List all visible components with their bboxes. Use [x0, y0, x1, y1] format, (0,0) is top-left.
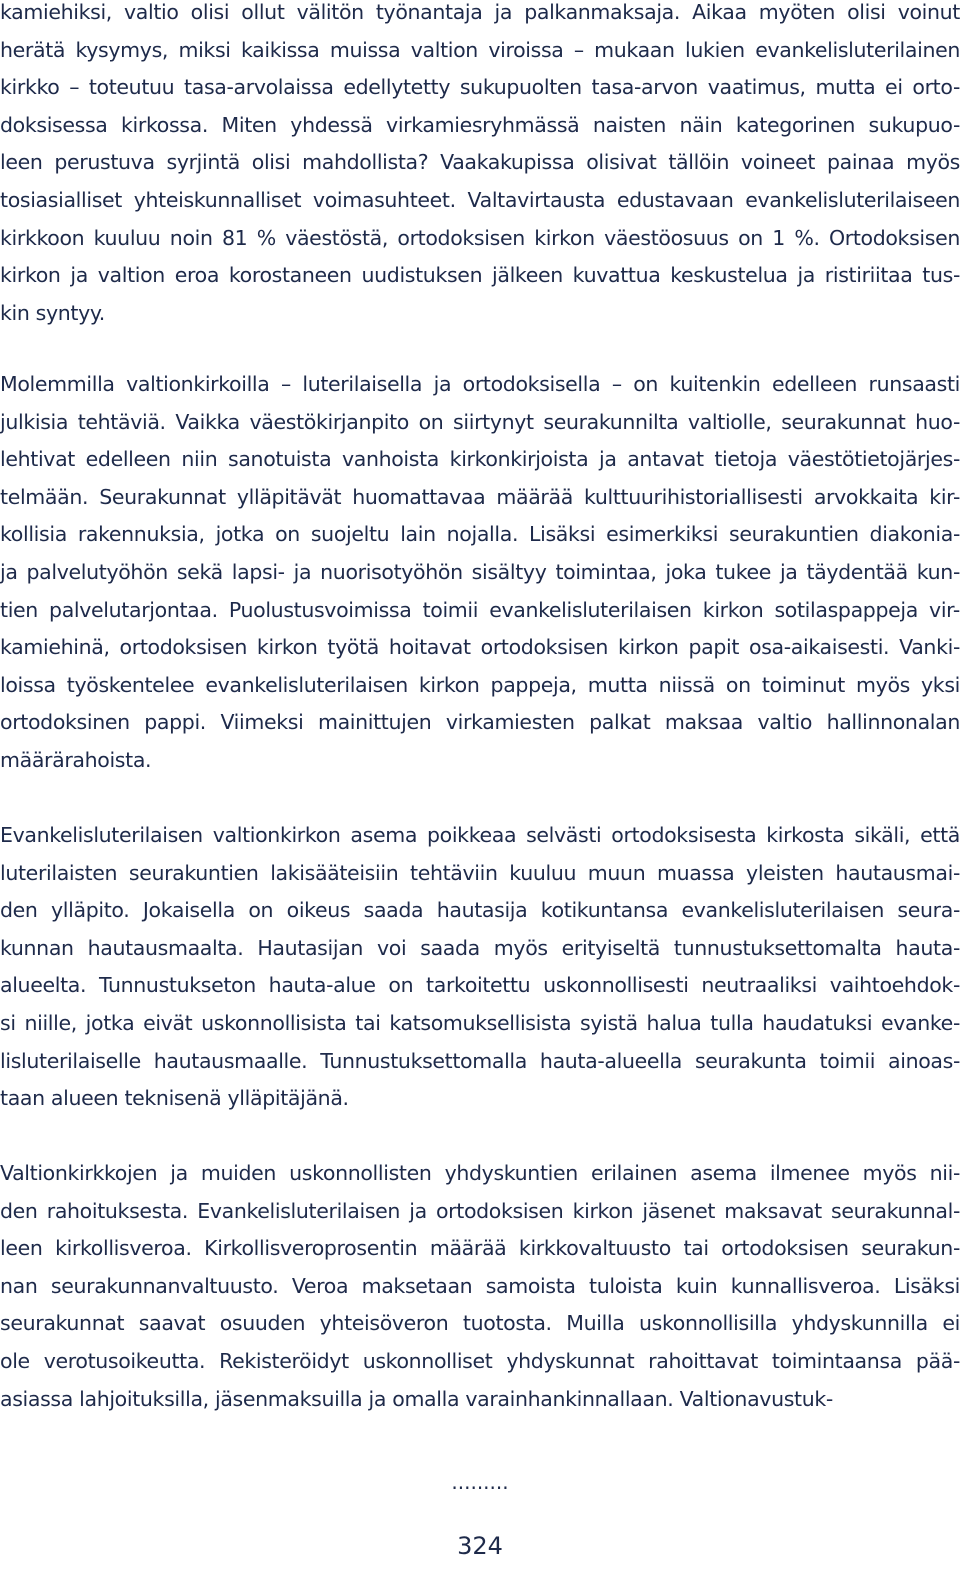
text-line: kirkko – toteutuu tasa-arvolaissa edellytetty sukupuolten tasa-arvon vaatimus, mutta ei orto- — [0, 75, 960, 100]
text-line: ja palvelutyöhön sekä lapsi- ja nuorisotyöhön sisältyy toimintaa, joka tukee ja täydentää kun- — [0, 559, 960, 584]
text-line: kin syntyy. — [0, 300, 105, 325]
text-line: ortodoksinen pappi. Viimeksi mainittujen virkamiesten palkat maksaa valtio hallinnonalan — [0, 710, 960, 735]
text-line: ole verotusoikeutta. Rekisteröidyt uskonnolliset yhdyskunnat rahoittavat toimintaansa pää- — [0, 1348, 960, 1373]
text-line: kamiehinä, ortodoksisen kirkon työtä hoitavat ortodoksisen kirkon papit osa-aikaisesti. Vanki- — [0, 635, 960, 660]
text-line: Molemmilla valtionkirkoilla – luterilaisella ja ortodoksisella – on kuitenkin edelleen runsaasti — [0, 372, 960, 396]
text-line: seurakunnat saavat osuuden yhteisöveron tuotosta. Muilla uskonnollisilla yhdyskunnilla ei — [0, 1311, 960, 1336]
text-line: Valtionkirkkojen ja muiden uskonnollisten yhdyskuntien erilainen asema ilmenee myös nii- — [0, 1161, 960, 1185]
text-line: den rahoituksesta. Evankelisluterilaisen ja ortodoksisen kirkon jäsenet maksavat seurakunnal- — [0, 1198, 960, 1223]
text-line: kirkon ja valtion eroa korostaneen uudistuksen jälkeen kuvattua keskustelua ja ristiriitaa tus- — [0, 263, 960, 288]
paragraph-3 — [0, 817, 960, 1118]
text-line: doksisessa kirkossa. Miten yhdessä virkamiesryhmässä naisten näin kategorinen sukupuo- — [0, 112, 960, 137]
text-line: herätä kysymys, miksi kaikissa muissa valtion viroissa – mukaan lukien evankelisluterilainen — [0, 37, 960, 62]
text-line: lisluterilaiselle hautausmaalle. Tunnustuksettomalla hauta-alueella seurakunta toimii ainoas- — [0, 1048, 960, 1073]
text-line: si niille, jotka eivät uskonnollisista tai katsomuksellisista syistä halua tulla haudatuksi evanke- — [0, 1010, 960, 1035]
text-line: luterilaisten seurakuntien lakisääteisiin tehtäviin kuuluu muun muassa yleisten hautausmai- — [0, 860, 960, 885]
text-line: julkisia tehtäviä. Vaikka väestökirjanpito on siirtynyt seurakunnilta valtiolle, seurakunnat huo- — [0, 409, 960, 434]
text-line: Evankelisluterilaisen valtionkirkon asema poikkeaa selvästi ortodoksisesta kirkosta sikäli, että — [0, 823, 960, 847]
text-line: määrärahoista. — [0, 747, 152, 772]
text-line: leen perustuva syrjintä olisi mahdollista? Vaakakupissa olisivat tällöin voineet painaa myös — [0, 150, 960, 175]
text-line: tosiasialliset yhteiskunnalliset voimasuhteet. Valtavirtausta edustavaan evankelisluterilaiseen — [0, 187, 960, 212]
text-line: taan alueen teknisenä ylläpitäjänä. — [0, 1086, 349, 1111]
text-line: telmään. Seurakunnat ylläpitävät huomattavaa määrää kulttuurihistoriallisesti arvokkaita kir- — [0, 484, 960, 509]
text-line: nan seurakunnanvaltuusto. Veroa maksetaan samoista tuloista kuin kunnallisveroa. Lisäksi — [0, 1273, 960, 1298]
text-line: lehtivat edelleen niin sanotuista vanhoista kirkonkirjoista ja antavat tietoja väestötietojärjes- — [0, 447, 960, 472]
text-line: kollisia rakennuksia, jotka on suojeltu lain nojalla. Lisäksi esimerkiksi seurakuntien diakonia- — [0, 522, 960, 547]
text-line: den ylläpito. Jokaisella on oikeus saada hautasija kotikuntansa evankelisluterilaisen seura- — [0, 898, 960, 923]
text-line: loissa työskentelee evankelisluterilaisen kirkon pappeja, mutta niissä on toiminut myös yksi — [0, 672, 960, 697]
footer-dots: ......... — [451, 1470, 509, 1494]
paragraph-1 — [0, 0, 960, 332]
text-line: kamiehiksi, valtio olisi ollut välitön työnantaja ja palkanmaksaja. Aikaa myöten olisi voinut — [0, 0, 960, 24]
text-line: leen kirkollisveroa. Kirkollisveroprosentin määrää kirkkovaltuusto tai ortodoksisen seurakun- — [0, 1236, 960, 1261]
text-line: tien palvelutarjontaa. Puolustusvoimissa toimii evankelisluterilaisen kirkon sotilaspappeja vir- — [0, 597, 960, 622]
text-line: alueelta. Tunnustukseton hauta-alue on tarkoitettu uskonnollisesti neutraaliksi vaihtoehdok- — [0, 973, 960, 998]
text-line: kirkkoon kuuluu noin 81 % väestöstä, ortodoksisen kirkon väestöosuus on 1 %. Ortodoksisen — [0, 225, 960, 250]
text-line: kunnan hautausmaalta. Hautasijan voi saada myös erityiseltä tunnustuksettomalta hauta- — [0, 935, 960, 960]
paragraph-2 — [0, 366, 960, 780]
paragraph-4 — [0, 1155, 960, 1418]
text-line: asiassa lahjoituksilla, jäsenmaksuilla ja omalla varainhankinnallaan. Valtionavustuk- — [0, 1386, 833, 1411]
page-number: 324 — [457, 1532, 503, 1560]
